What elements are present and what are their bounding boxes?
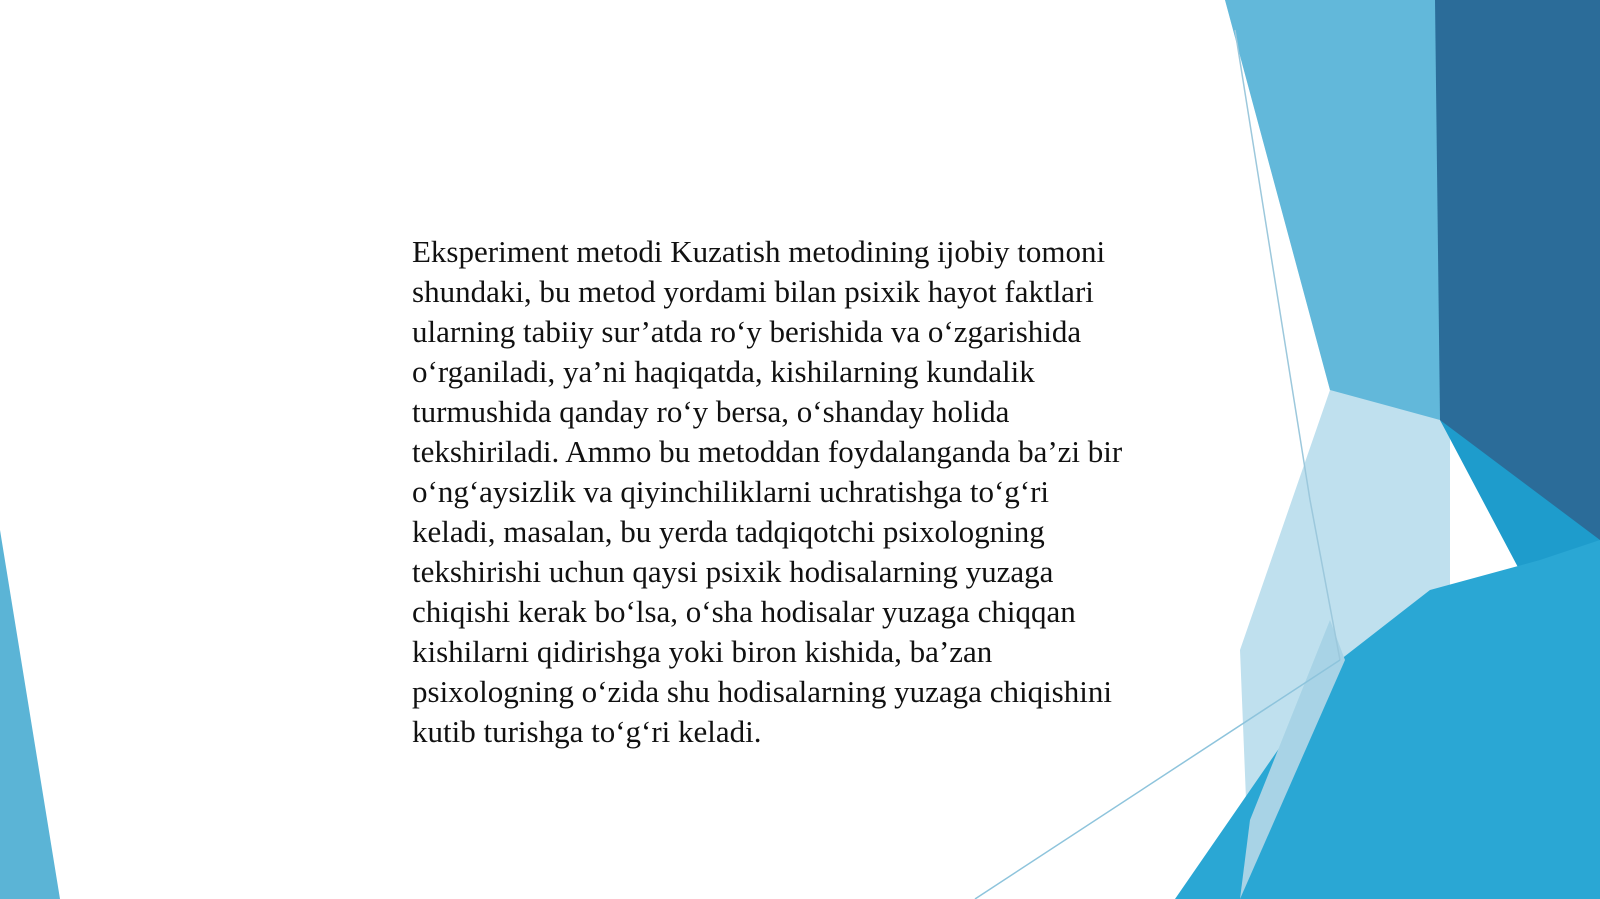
body-line: turmushida qanday ro‘y bersa, o‘shanday holida xyxy=(412,394,1010,429)
slide-body-text xyxy=(412,232,1192,752)
body-line: shundaki, bu metod yordami bilan psixik hayot faktlari xyxy=(412,274,1094,309)
body-line: tekshiriladi. Ammo bu metoddan foydalanganda ba’zi bir xyxy=(412,434,1123,469)
body-line: kishilarni qidirishga yoki biron kishida, ba’zan xyxy=(412,634,993,669)
body-line: kutib turishga to‘g‘ri keladi. xyxy=(412,714,762,749)
body-line: o‘rganiladi, ya’ni haqiqatda, kishilarning kundalik xyxy=(412,354,1035,389)
body-line: ularning tabiiy sur’atda ro‘y berishida va o‘zgarishida xyxy=(412,314,1082,349)
body-line: o‘ng‘aysizlik va qiyinchiliklarni uchratishga to‘g‘ri xyxy=(412,474,1050,509)
body-line: Eksperiment metodi Kuzatish metodining ijobiy tomoni xyxy=(412,234,1106,269)
right-mid-panel xyxy=(1225,0,1445,420)
body-line: psixologning o‘zida shu hodisalarning yuzaga chiqishini xyxy=(412,674,1112,709)
body-line: tekshirishi uchun qaysi psixik hodisalarning yuzaga xyxy=(412,554,1054,589)
body-line: keladi, masalan, bu yerda tadqiqotchi psixologning xyxy=(412,514,1045,549)
left-accent-shape xyxy=(0,530,60,899)
body-line: chiqishi kerak bo‘lsa, o‘sha hodisalar yuzaga chiqqan xyxy=(412,594,1076,629)
